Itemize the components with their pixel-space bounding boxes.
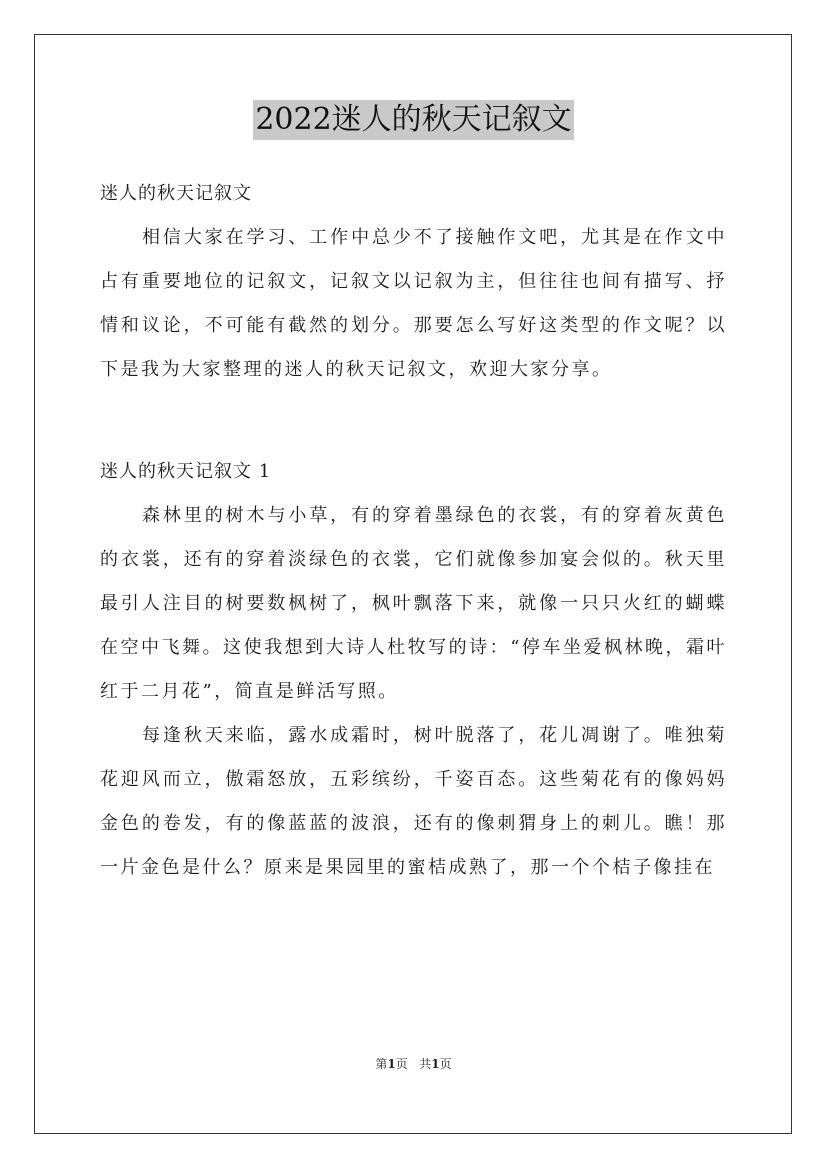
- page-number: 1: [387, 1057, 396, 1071]
- intro-heading: 迷人的秋天记叙文: [100, 183, 252, 204]
- document-title: 2022迷人的秋天记叙文: [253, 100, 573, 140]
- page-suffix: 页: [395, 1057, 408, 1071]
- intro-paragraph: 相信大家在学习、工作中总少不了接触作文吧，尤其是在作文中占有重要地位的记叙文，记叙文以记叙为主，但往往也间有描写、抒情和议论，不可能有截然的划分。那要怎么写好这类型的作文呢？以下是我为大家整理的迷人的秋天记叙文，欢迎大家分享。: [100, 227, 727, 380]
- body-paragraph-2: 每逢秋天来临，露水成霜时，树叶脱落了，花儿凋谢了。唯独菊花迎风而立，傲霜怒放，五彩缤纷，千姿百态。这些菊花有的像妈妈金色的卷发，有的像蓝蓝的波浪，还有的像刺猬身上的刺儿。瞧！那一片金色是什么？原来是果园里的蜜桔成熟了，那一个个桔子像挂在: [100, 725, 727, 878]
- total-suffix: 页: [439, 1057, 452, 1071]
- total-prefix: 共: [419, 1057, 432, 1071]
- section-gap: [100, 392, 727, 436]
- title-block: [0, 100, 827, 140]
- total-pages: 1: [431, 1057, 440, 1071]
- section-heading: 迷人的秋天记叙文 1: [100, 461, 272, 482]
- body-paragraph-1: 森林里的树木与小草，有的穿着墨绿色的衣裳，有的穿着灰黄色的衣裳，还有的穿着淡绿色的衣裳，它们就像参加宴会似的。秋天里最引人注目的树要数枫树了，枫叶飘落下来，就像一只只火红的蝴蝶在空中飞舞。这使我想到大诗人杜牧写的诗：“停车坐爱枫林晚，霜叶红于二月花”，简直是鲜活写照。: [100, 505, 727, 702]
- document-body: [100, 172, 727, 890]
- page-prefix: 第: [375, 1057, 388, 1071]
- page-footer: [0, 1056, 827, 1072]
